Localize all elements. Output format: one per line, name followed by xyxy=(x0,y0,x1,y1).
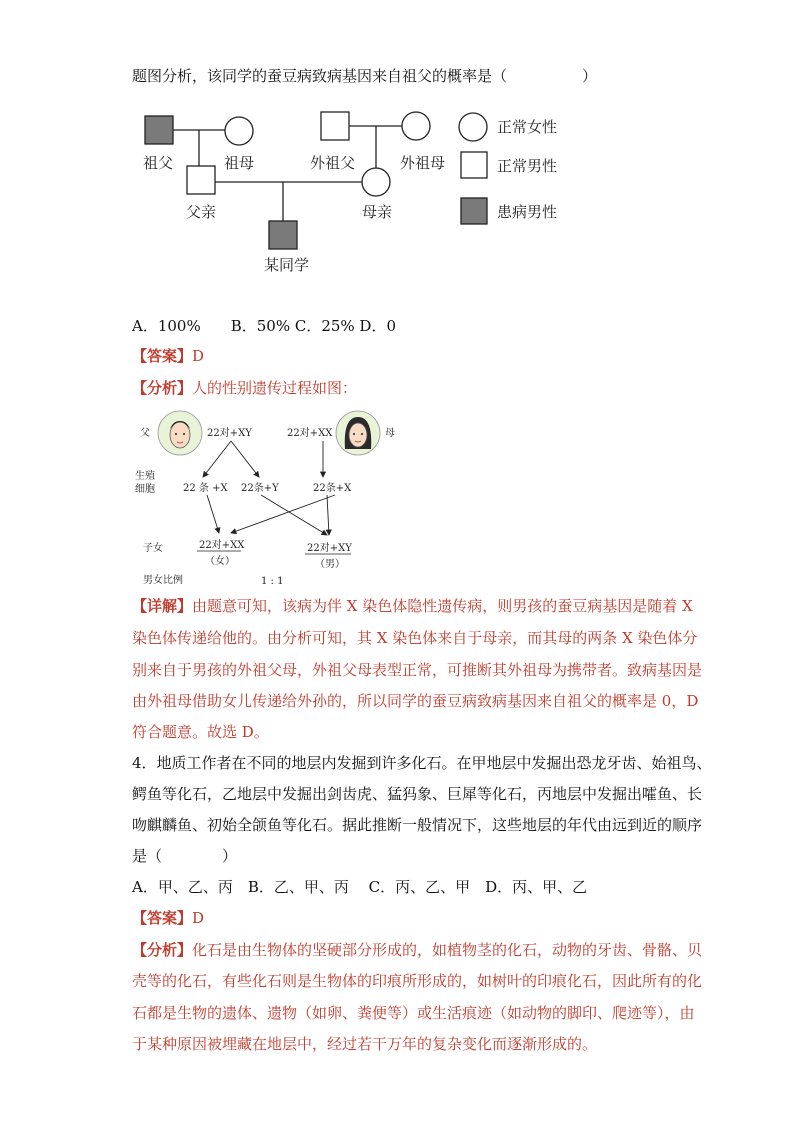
maternal-grandfather-label: 外祖父 xyxy=(310,154,356,172)
gametes-label-line2: 细胞 xyxy=(135,484,155,495)
maternal-grandfather-symbol xyxy=(321,112,349,140)
legend-normal-female-label: 正常女性 xyxy=(497,118,558,136)
sex-inheritance-diagram xyxy=(135,405,405,590)
question-4-analysis-line: 石都是生物的遗体、遗物（如卵、粪便等）或生活痕迹（如动物的脚印、爬迹等），由 xyxy=(132,1004,695,1022)
question-3-detail-line: 【详解】由题意可知，该病为伴 X 染色体隐性遗传病，则男孩的蚕豆病基因是随着 X xyxy=(132,597,693,615)
child-male-sex: （男） xyxy=(315,559,345,570)
genetics-mother-label: 母 xyxy=(385,428,395,439)
mother-symbol xyxy=(362,168,390,196)
maternal-grandmother-symbol xyxy=(402,112,430,140)
legend-normal-female-symbol xyxy=(459,113,487,141)
legend-normal-male-symbol xyxy=(461,152,487,178)
detail-tag: 【详解】 xyxy=(132,597,193,615)
question-4-analysis-line: 壳等的化石，有些化石则是生物体的印痕所形成的，如树叶的印痕化石，因此所有的化 xyxy=(132,972,703,990)
grandmother-symbol xyxy=(225,117,253,145)
question-3-answer xyxy=(132,346,672,366)
question-4-options: A．甲、乙、丙 B．乙、甲、丙 C．丙、乙、甲 D．丙、甲、乙 xyxy=(132,878,588,896)
legend-normal-male-label: 正常男性 xyxy=(497,157,558,175)
father-symbol xyxy=(187,166,215,194)
grandfather-label: 祖父 xyxy=(143,154,174,172)
analysis-tag: 【分析】 xyxy=(132,379,193,397)
question-3-stem: 题图分析，该同学的蚕豆病致病基因来自祖父的概率是（ ） xyxy=(132,67,598,85)
question-3-detail-line: 由外祖母借助女儿传递给外孙的，所以同学的蚕豆病致病基因来自祖父的概率是 0，D xyxy=(132,692,699,710)
child-female-sex: （女） xyxy=(205,556,235,567)
question-3-options: A．100% B．50% C．25% D．0 xyxy=(132,317,397,335)
analysis-tag: 【分析】 xyxy=(132,941,193,959)
answer-value: D xyxy=(192,909,205,927)
child-male-genotype: 22对+XY xyxy=(307,543,352,554)
gamete-2: 22条+Y xyxy=(241,483,279,494)
sex-ratio-value: 1 : 1 xyxy=(261,576,284,587)
father-genotype: 22对+XY xyxy=(207,428,252,439)
question-3-detail-line: 别来自于男孩的外祖父母，外祖父母表型正常，可推断其外祖母为携带者。致病基因是 xyxy=(132,661,703,679)
grandmother-label: 祖母 xyxy=(224,154,255,172)
grandfather-symbol xyxy=(145,116,173,144)
maternal-grandmother-label: 外祖母 xyxy=(400,154,446,172)
offspring-label: 子女 xyxy=(143,543,163,554)
question-3-analysis xyxy=(132,378,672,398)
analysis-text: 人的性别遗传过程如图： xyxy=(192,379,358,397)
mother-genotype: 22对+XX xyxy=(287,428,333,439)
question-4-stem-line: 是（ ） xyxy=(132,847,238,865)
legend-affected-male-label: 患病男性 xyxy=(497,203,558,221)
student-symbol xyxy=(269,221,297,249)
legend-affected-male-symbol xyxy=(461,198,487,224)
gametes-label-line1: 生殖 xyxy=(135,471,155,482)
genetics-father-label: 父 xyxy=(140,428,150,439)
gamete-3: 22条+X xyxy=(313,483,352,494)
question-4-analysis-line: 【分析】化石是由生物体的坚硬部分形成的，如植物茎的化石，动物的牙齿、骨骼、贝 xyxy=(132,941,703,959)
mother-face-icon xyxy=(336,411,380,455)
answer-tag: 【答案】 xyxy=(132,909,193,927)
question-3-detail-line: 染色体传递给他的。由分析可知，其 X 染色体来自于母亲，而其母的两条 X 染色体分 xyxy=(132,629,698,647)
question-4-stem-line: 吻麒麟鱼、初始全颌鱼等化石。据此推断一般情况下，这些地层的年代由远到近的顺序 xyxy=(132,816,703,834)
question-4-stem-line: 4．地质工作者在不同的地层内发掘到许多化石。在甲地层中发掘出恐龙牙齿、始祖鸟、 xyxy=(132,754,712,772)
question-3-detail-line: 符合题意。故选 D。 xyxy=(132,723,269,741)
mother-label: 母亲 xyxy=(362,203,393,221)
question-4-stem-line: 鳄鱼等化石，乙地层中发掘出剑齿虎、猛犸象、巨犀等化石，丙地层中发掘出嚯鱼、长 xyxy=(132,785,703,803)
pedigree-diagram xyxy=(130,105,600,285)
sex-ratio-label: 男女比例 xyxy=(143,575,183,586)
child-female-genotype: 22对+XX xyxy=(199,540,245,551)
answer-value: D xyxy=(192,347,205,365)
question-4-answer xyxy=(132,908,672,928)
father-label: 父亲 xyxy=(186,203,217,221)
father-face-icon xyxy=(158,411,202,455)
question-4-analysis-line: 于某种原因被埋藏在地层中，经过若干万年的复杂变化而逐渐形成的。 xyxy=(132,1035,598,1053)
student-label: 某同学 xyxy=(264,256,310,274)
answer-tag: 【答案】 xyxy=(132,347,193,365)
gamete-1: 22 条 +X xyxy=(183,483,228,494)
